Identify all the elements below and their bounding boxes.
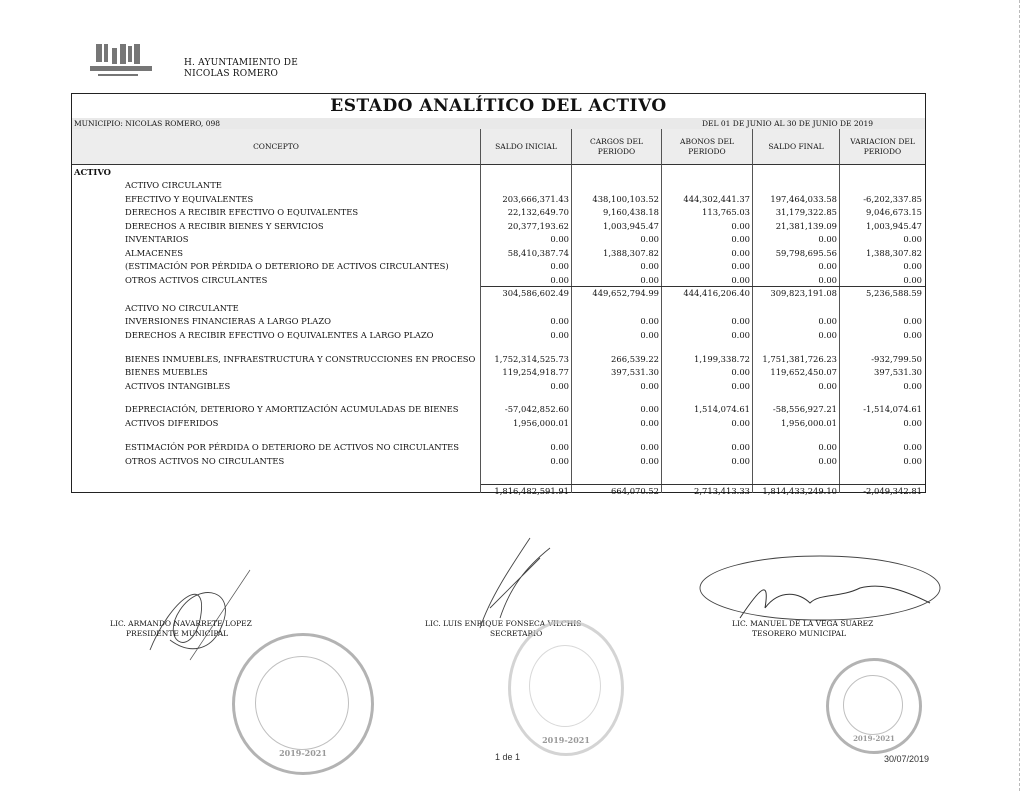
cell-value: 0.00: [818, 234, 837, 244]
cell-value: 113,765.03: [702, 207, 750, 217]
cell-value: 0.00: [640, 234, 659, 244]
cell-value: 0.00: [640, 261, 659, 271]
seal-years: 2019-2021: [279, 748, 327, 758]
col-header-abonos: ABONOS DEL PERIODO: [662, 129, 753, 165]
cell-value: 449,652,794.99: [592, 288, 659, 298]
cell-value: 0.00: [550, 381, 569, 391]
report-title: ESTADO ANALÍTICO DEL ACTIVO: [72, 94, 925, 119]
municipal-logo: [86, 40, 166, 90]
cell-value: 0.00: [640, 316, 659, 326]
cell-value: 0.00: [640, 442, 659, 452]
total-rule: [481, 484, 925, 485]
cell-value: 0.00: [731, 316, 750, 326]
cell-value: 0.00: [640, 275, 659, 285]
cell-value: 0.00: [903, 275, 922, 285]
section-activo: ACTIVO: [74, 167, 111, 177]
cell-value: 0.00: [550, 234, 569, 244]
cell-value: 0.00: [550, 275, 569, 285]
cell-value: 0.00: [731, 367, 750, 377]
cell-value: 0.00: [550, 261, 569, 271]
row-label: ALMACENES: [125, 248, 183, 258]
cell-value: -1,514,074.61: [863, 404, 922, 414]
cell-value: 304,586,602.49: [502, 288, 569, 298]
cell-value: 1,751,381,726.23: [762, 354, 837, 364]
cell-value: 0.00: [640, 381, 659, 391]
cell-value: 0.00: [818, 456, 837, 466]
row-label: EFECTIVO Y EQUIVALENTES: [125, 194, 254, 204]
col-header-cargos: CARGOS DEL PERIODO: [572, 129, 662, 165]
cell-value: 444,416,206.40: [683, 288, 750, 298]
row-label: DERECHOS A RECIBIR EFECTIVO O EQUIVALENTES A LARGO PLAZO: [125, 330, 434, 340]
cell-value: 664,070.52: [611, 486, 659, 496]
cell-value: 9,160,438.18: [603, 207, 659, 217]
cell-value: 0.00: [903, 442, 922, 452]
scan-edge: [1019, 0, 1021, 791]
cell-value: 0.00: [731, 418, 750, 428]
cell-value: 0.00: [731, 381, 750, 391]
cell-value: 0.00: [818, 381, 837, 391]
cell-value: 0.00: [731, 221, 750, 231]
seal-secretaria: [508, 620, 624, 756]
cell-value: 0.00: [903, 456, 922, 466]
cell-value: 438,100,103.52: [592, 194, 659, 204]
cell-value: 0.00: [903, 381, 922, 391]
cell-value: 203,666,371.43: [502, 194, 569, 204]
cell-value: 31,179,322.85: [775, 207, 837, 217]
cell-value: 0.00: [731, 248, 750, 258]
cell-value: 0.00: [731, 275, 750, 285]
print-date: 30/07/2019: [884, 754, 930, 764]
signer-name: LIC. LUIS ENRIQUE FONSECA VILCHIS: [425, 619, 582, 628]
cell-value: 119,254,918.77: [502, 367, 569, 377]
cell-value: 0.00: [818, 261, 837, 271]
cell-value: 0.00: [731, 442, 750, 452]
signature-block-presidente: [110, 619, 252, 639]
seal-years: 2019-2021: [853, 734, 895, 743]
cell-value: 58,410,387.74: [507, 248, 569, 258]
row-label: OTROS ACTIVOS CIRCULANTES: [125, 275, 268, 285]
cell-value: 0.00: [731, 456, 750, 466]
cell-value: 59,798,695.56: [775, 248, 837, 258]
cell-value: 1,003,945.47: [603, 221, 659, 231]
signer-role: PRESIDENTE MUNICIPAL: [126, 629, 229, 638]
cell-value: 9,046,673.15: [866, 207, 922, 217]
cell-value: 197,464,033.58: [770, 194, 837, 204]
cell-value: 1,003,945.47: [866, 221, 922, 231]
cell-value: 5,236,588.59: [866, 288, 922, 298]
cell-value: 20,377,193.62: [507, 221, 569, 231]
cell-value: 444,302,441.37: [683, 194, 750, 204]
row-label: OTROS ACTIVOS NO CIRCULANTES: [125, 456, 285, 466]
cell-value: 0.00: [550, 316, 569, 326]
cell-value: 0.00: [640, 404, 659, 414]
cell-value: 1,956,000.01: [781, 418, 837, 428]
cell-value: 0.00: [818, 275, 837, 285]
signature-left: [130, 560, 270, 670]
row-label: ESTIMACIÓN POR PÉRDIDA O DETERIORO DE ACTIVOS NO CIRCULANTES: [125, 442, 460, 452]
row-label: (ESTIMACIÓN POR PÉRDIDA O DETERIORO DE ACTIVOS CIRCULANTES): [125, 261, 449, 271]
cell-value: 0.00: [640, 418, 659, 428]
org-line-2: NICOLAS ROMERO: [184, 69, 279, 79]
cell-value: 266,539.22: [611, 354, 659, 364]
cell-value: 0.00: [903, 316, 922, 326]
cell-value: 309,823,191.08: [770, 288, 837, 298]
page-number: 1 de 1: [495, 752, 521, 762]
cell-value: 0.00: [731, 330, 750, 340]
cell-value: 119,652,450.07: [770, 367, 837, 377]
cell-value: 22,132,649.70: [507, 207, 569, 217]
org-line-1: H. AYUNTAMIENTO DE: [184, 58, 298, 68]
cell-value: 0.00: [550, 456, 569, 466]
seal-presidencia: [232, 633, 374, 775]
cell-value: 1,816,482,591.91: [494, 486, 569, 496]
seal-tesoreria: [826, 658, 922, 754]
cell-value: 2,713,413.33: [694, 486, 750, 496]
cell-value: 1,199,338.72: [694, 354, 750, 364]
cell-value: 1,388,307.82: [866, 248, 922, 258]
col-header-saldo-final: SALDO FINAL: [753, 129, 840, 165]
cell-value: -2,049,342.81: [863, 486, 922, 496]
organization-name: [184, 58, 298, 80]
col-header-concepto: CONCEPTO: [72, 129, 481, 165]
cell-value: 1,388,307.82: [603, 248, 659, 258]
report-table: [71, 93, 926, 496]
cell-value: 0.00: [818, 330, 837, 340]
cell-value: -58,556,927.21: [772, 404, 837, 414]
signature-block-tesorero: [732, 619, 873, 639]
col-header-variacion: VARIACION DEL PERIODO: [840, 129, 925, 165]
period-label: DEL 01 DE JUNIO AL 30 DE JUNIO DE 2019: [702, 119, 873, 128]
row-label: DERECHOS A RECIBIR BIENES Y SERVICIOS: [125, 221, 324, 231]
row-label: BIENES INMUEBLES, INFRAESTRUCTURA Y CONSTRUCCIONES EN PROCESO: [125, 354, 476, 364]
cell-value: 0.00: [640, 330, 659, 340]
row-label: DERECHOS A RECIBIR EFECTIVO O EQUIVALENTES: [125, 207, 359, 217]
cell-value: -6,202,337.85: [863, 194, 922, 204]
cell-value: 0.00: [818, 316, 837, 326]
signer-role: TESORERO MUNICIPAL: [752, 629, 847, 638]
cell-value: 0.00: [903, 234, 922, 244]
row-label: ACTIVOS INTANGIBLES: [125, 381, 231, 391]
cell-value: 0.00: [731, 234, 750, 244]
cell-value: -57,042,852.60: [504, 404, 569, 414]
col-header-saldo-inicial: SALDO INICIAL: [481, 129, 572, 165]
cell-value: 0.00: [550, 442, 569, 452]
row-group-label: ACTIVO CIRCULANTE: [125, 180, 222, 190]
cell-value: 0.00: [731, 261, 750, 271]
seal-years: 2019-2021: [542, 735, 590, 745]
cell-value: 0.00: [550, 330, 569, 340]
row-label: INVERSIONES FINANCIERAS A LARGO PLAZO: [125, 316, 332, 326]
cell-value: 0.00: [903, 330, 922, 340]
row-group-label: ACTIVO NO CIRCULANTE: [125, 303, 239, 313]
signer-name: LIC. ARMANDO NAVARRETE LOPEZ: [110, 619, 252, 628]
cell-value: 397,531.30: [611, 367, 659, 377]
row-label: BIENES MUEBLES: [125, 367, 208, 377]
cell-value: 1,956,000.01: [513, 418, 569, 428]
signer-name: LIC. MANUEL DE LA VEGA SUAREZ: [732, 619, 874, 628]
cell-value: 397,531.30: [874, 367, 922, 377]
cell-value: 1,814,433,249.10: [762, 486, 837, 496]
cell-value: 21,381,139.09: [775, 221, 837, 231]
cell-value: 0.00: [903, 261, 922, 271]
cell-value: 1,752,314,525.73: [494, 354, 569, 364]
row-label: INVENTARIOS: [125, 234, 189, 244]
row-label: ACTIVOS DIFERIDOS: [125, 418, 219, 428]
cell-value: 0.00: [903, 418, 922, 428]
cell-value: 1,514,074.61: [694, 404, 750, 414]
signer-role: SECRETARIO: [490, 629, 543, 638]
row-label: DEPRECIACIÓN, DETERIORO Y AMORTIZACIÓN ACUMULADAS DE BIENES: [125, 404, 459, 414]
cell-value: 0.00: [640, 456, 659, 466]
cell-value: -932,799.50: [871, 354, 922, 364]
municipio-label: MUNICIPIO: NICOLAS ROMERO, 098: [74, 119, 221, 128]
cell-value: 0.00: [818, 442, 837, 452]
total-rule: [481, 286, 925, 287]
